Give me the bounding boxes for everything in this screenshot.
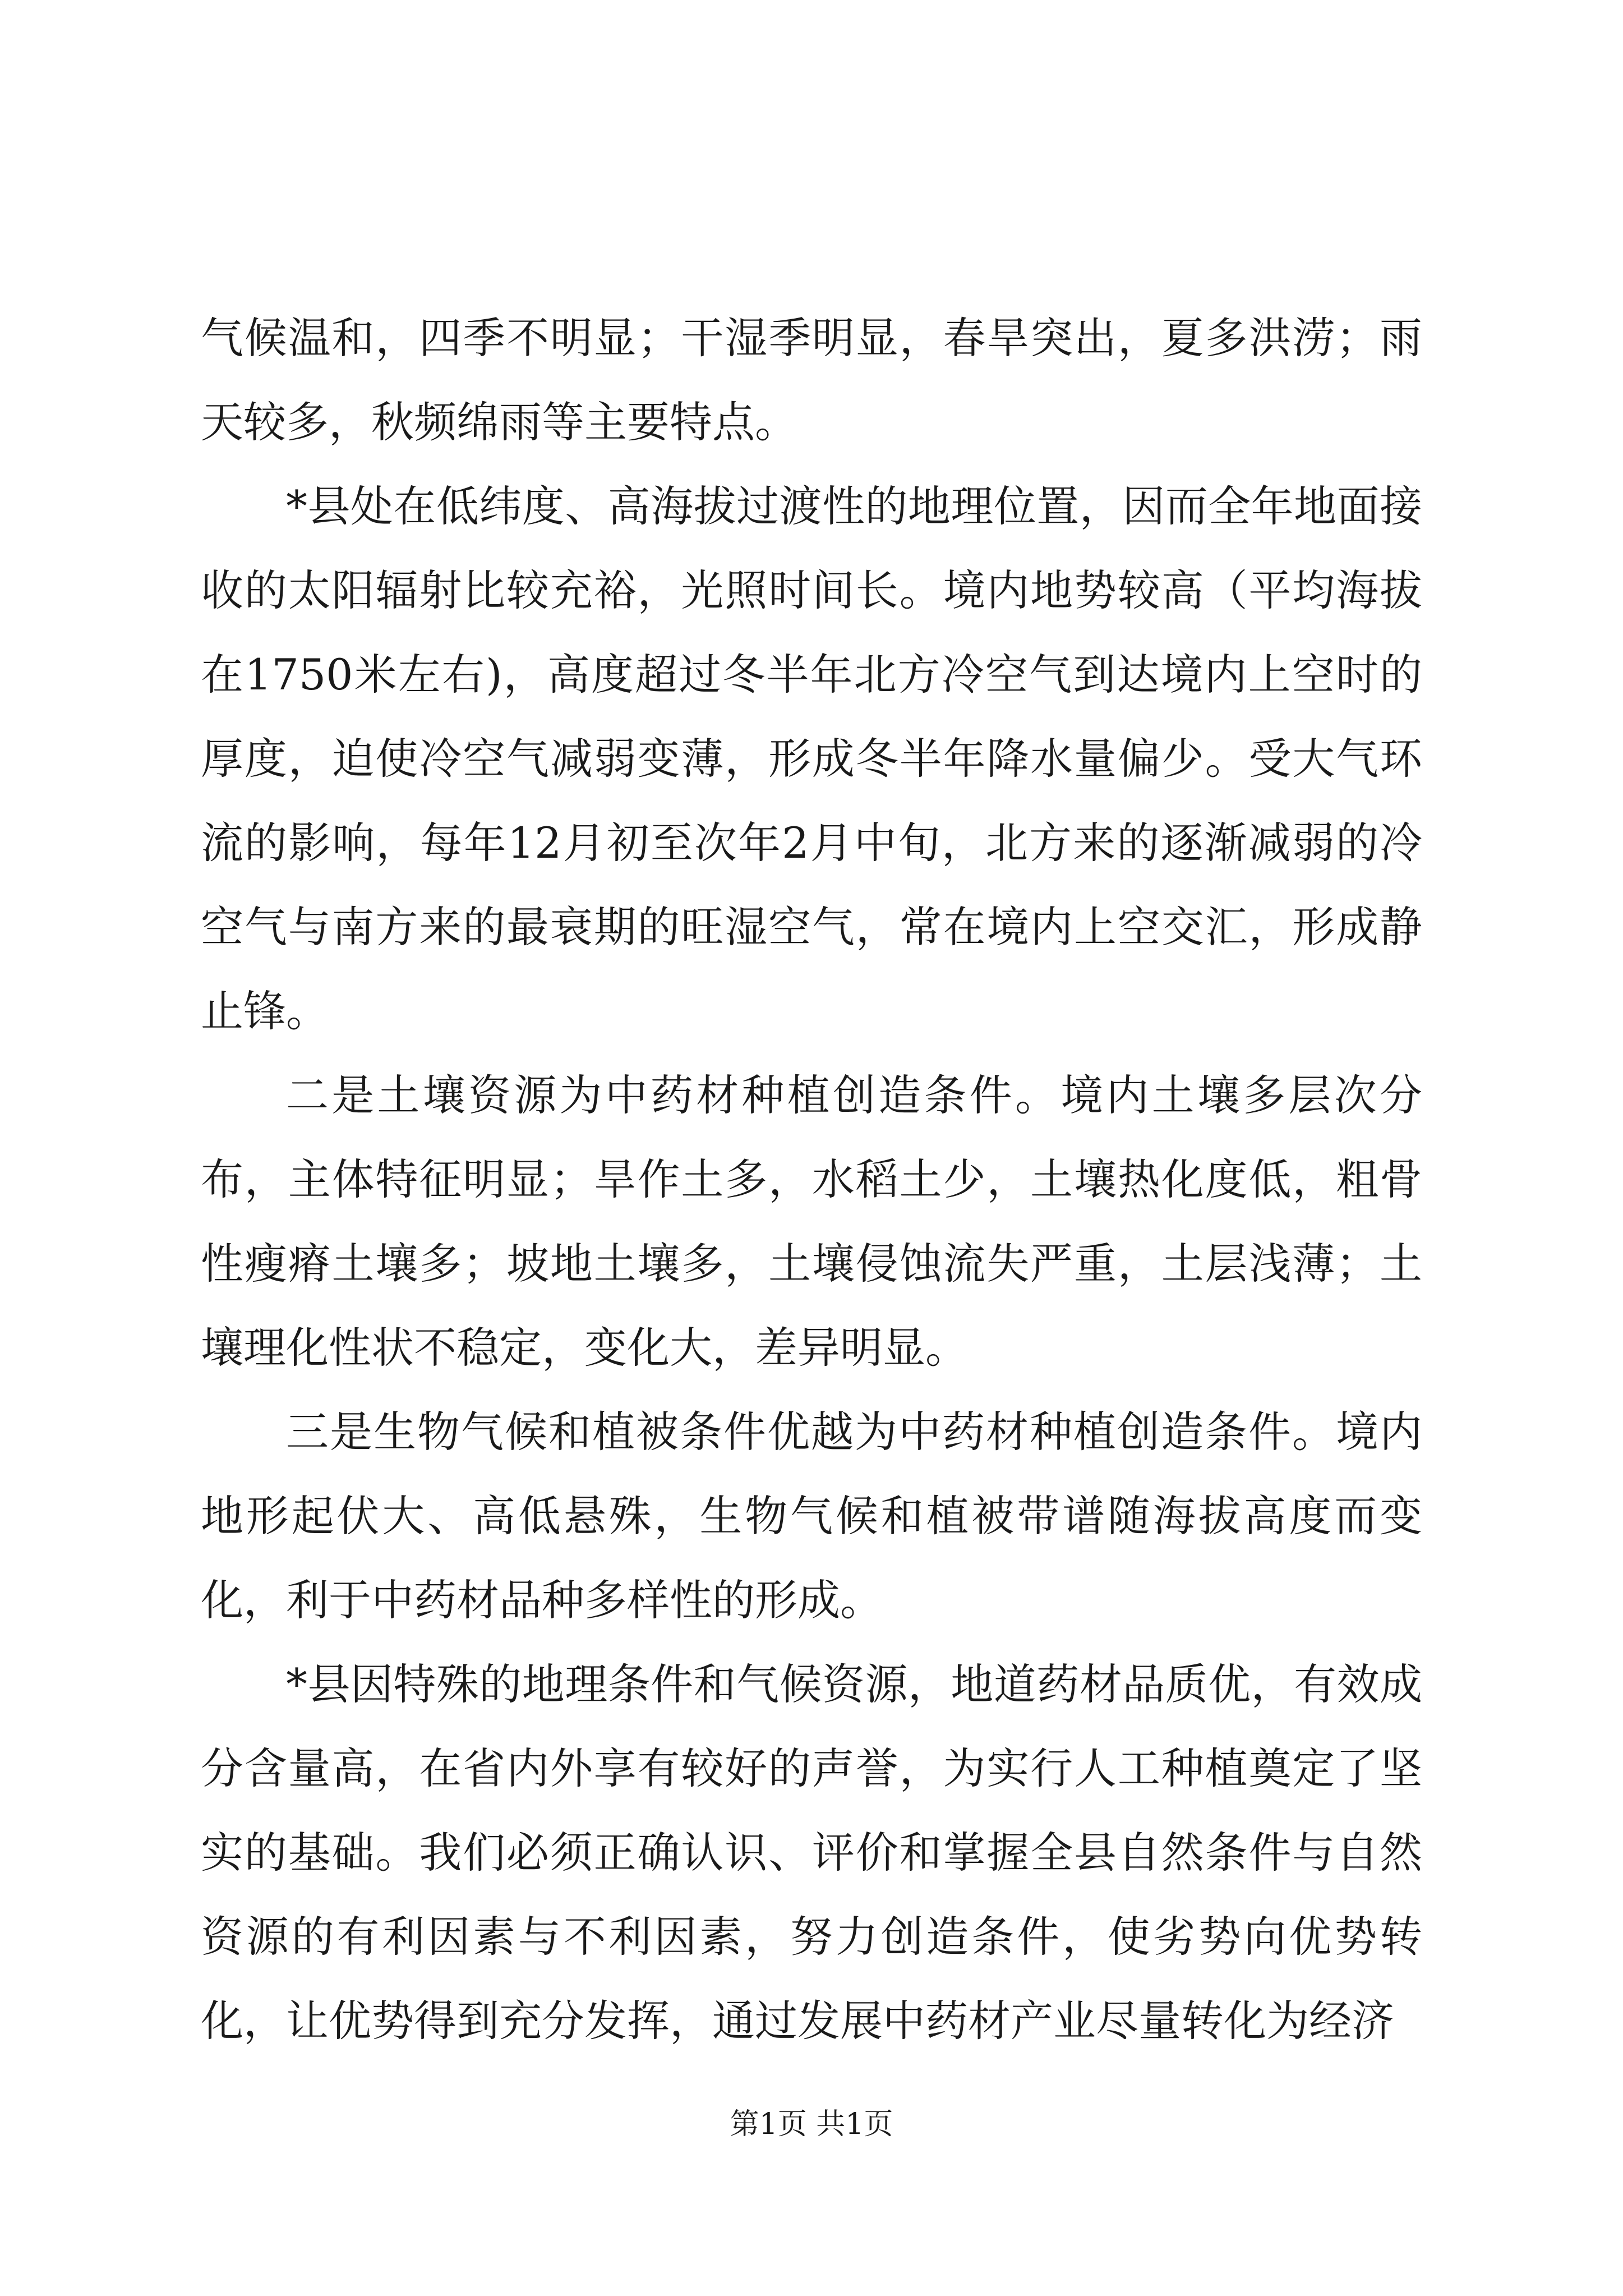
paragraph-geography-climate: *县处在低纬度、高海拔过渡性的地理位置，因而全年地面接收的太阳辐射比较充裕，光照时间长。境内地势较高（平均海拔在1750米左右)，高度超过冬半年北方冷空气到达境内上空时的厚度，迫使冷空气减弱变薄，形成冬半年降水量偏少。受大气环流的影响，每年12月初至次年2月中旬，北方来的逐渐减弱的冷空气与南方来的最衰期的旺湿空气，常在境内上空交汇，形成静止锋。	[201, 481, 1422, 1036]
paragraph-bioclimate-vegetation: 三是生物气候和植被条件优越为中药材种植创造条件。境内地形起伏大、高低悬殊，生物气候和植被带谱随海拔高度而变化，利于中药材品种多样性的形成。	[201, 1407, 1422, 1625]
document-body	[201, 296, 1422, 2063]
paragraph-medicinal-herbs-foundation: *县因特殊的地理条件和气候资源，地道药材品质优，有效成分含量高，在省内外享有较好的声誉，为实行人工种植奠定了坚实的基础。我们必须正确认识、评价和掌握全县自然条件与自然资源的有利因素与不利因素，努力创造条件，使劣势向优势转化，让优势得到充分发挥，通过发展中药材产业尽量转化为经济	[201, 1659, 1422, 2046]
page-footer: 第1页 共1页	[730, 2108, 893, 2141]
paragraph-soil-resources: 二是土壤资源为中药材种植创造条件。境内土壤多层次分布，主体特征明显；旱作土多，水稻土少，土壤热化度低，粗骨性瘦瘠土壤多；坡地土壤多，土壤侵蚀流失严重，土层浅薄；土壤理化性状不稳定，变化大，差异明显。	[201, 1070, 1422, 1373]
paragraph-climate-summary: 气候温和，四季不明显；干湿季明显，春旱突出，夏多洪涝；雨天较多，秋频绵雨等主要特点。	[201, 313, 1422, 447]
